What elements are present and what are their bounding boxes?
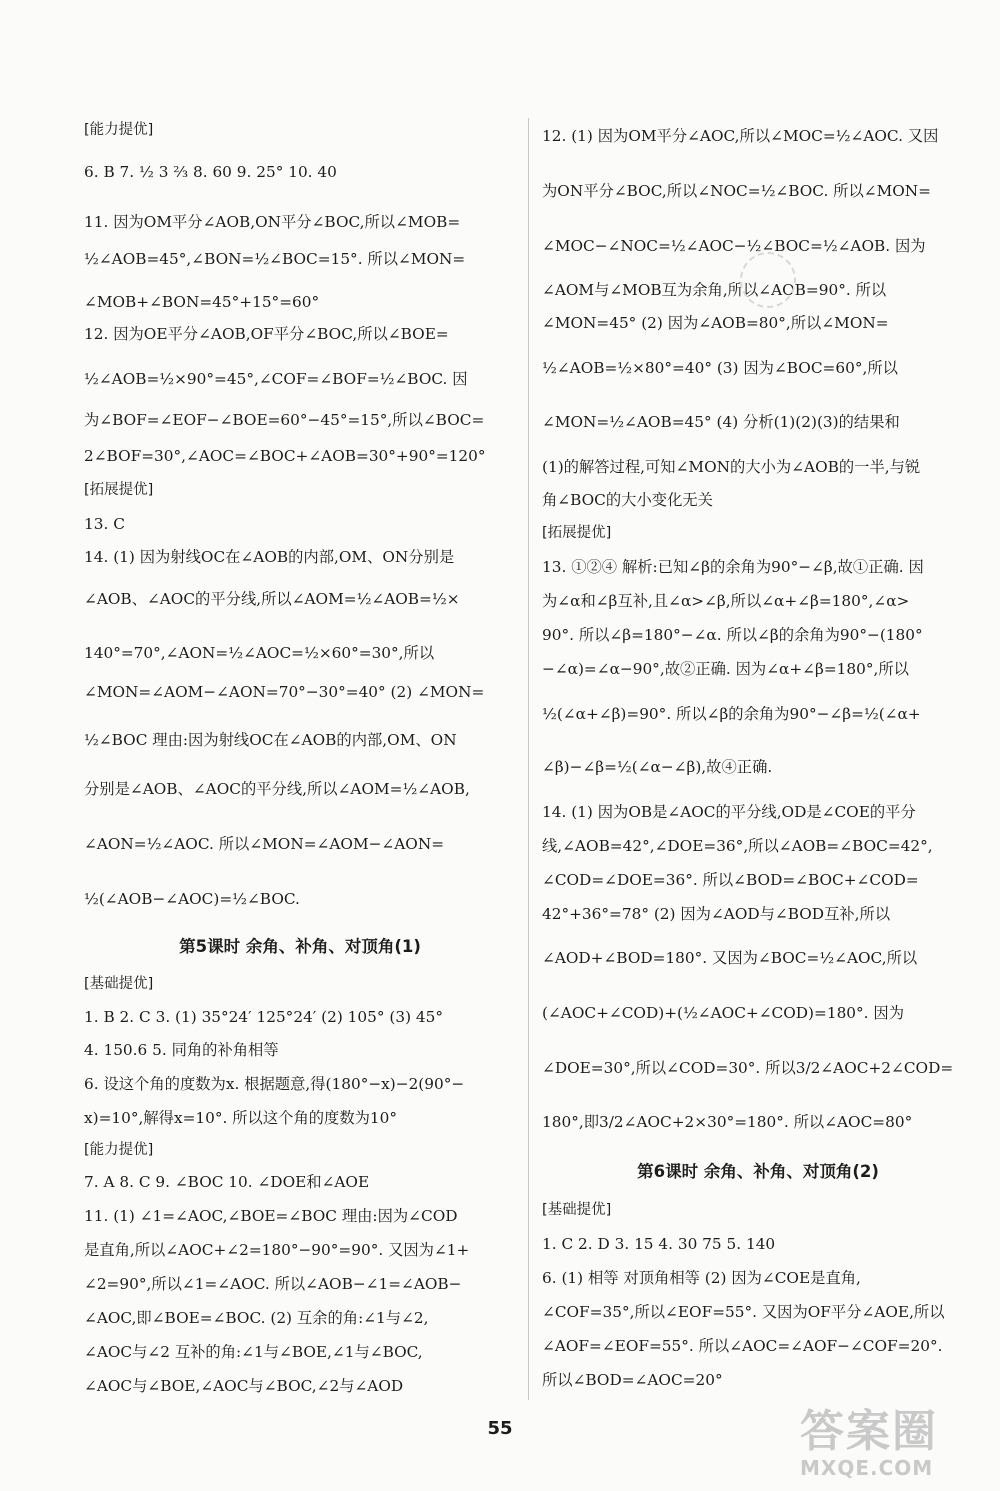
watermark-url: MXQE.COM — [800, 1456, 934, 1480]
section-tag: [基础提优] — [542, 1202, 612, 1218]
answer-line: ∠AOF=∠EOF=55°. 所以∠AOC=∠AOF−∠COF=20°. — [542, 1337, 943, 1355]
section-tag: [拓展提优] — [542, 525, 612, 541]
answer-line: 14. (1) 因为射线OC在∠AOB的内部,OM、ON分别是 — [84, 548, 455, 566]
column-divider — [528, 118, 529, 1400]
answer-line: 42°+36°=78° (2) 因为∠AOD与∠BOD互补,所以 — [542, 905, 891, 923]
answer-line: x)=10°,解得x=10°. 所以这个角的度数为10° — [84, 1109, 398, 1127]
answer-line: 为∠α和∠β互补,且∠α>∠β,所以∠α+∠β=180°,∠α> — [542, 592, 910, 610]
answer-line: 角∠BOC的大小变化无关 — [542, 491, 713, 509]
answer-line: 140°=70°,∠AON=½∠AOC=½×60°=30°,所以 — [84, 644, 435, 662]
answer-line: ∠MON=∠AOM−∠AON=70°−30°=40° (2) ∠MON= — [84, 683, 485, 701]
answer-line: ∠AOD+∠BOD=180°. 又因为∠BOC=½∠AOC,所以 — [542, 949, 918, 967]
answer-line: ½(∠AOB−∠AOC)=½∠BOC. — [84, 890, 300, 908]
answer-line: ½(∠α+∠β)=90°. 所以∠β的余角为90°−∠β=½(∠α+ — [542, 705, 921, 723]
answer-line: 1. B 2. C 3. (1) 35°24′ 125°24′ (2) 105° (3) 45° — [84, 1008, 444, 1026]
answer-line: ½∠AOB=45°,∠BON=½∠BOC=15°. 所以∠MON= — [84, 250, 466, 268]
answer-line: 13. C — [84, 515, 125, 533]
answer-line: ∠MOC−∠NOC=½∠AOC−½∠BOC=½∠AOB. 因为 — [542, 237, 926, 255]
answer-line: ∠MON=45° (2) 因为∠AOB=80°,所以∠MON= — [542, 314, 889, 332]
answer-line: 4. 150.6 5. 同角的补角相等 — [84, 1041, 279, 1059]
watermark-logo — [800, 1408, 990, 1488]
answer-line: ½∠AOB=½×80°=40° (3) 因为∠BOC=60°,所以 — [542, 359, 898, 377]
answer-line: 12. 因为OE平分∠AOB,OF平分∠BOC,所以∠BOE= — [84, 325, 449, 343]
answer-line: ∠AOM与∠MOB互为余角,所以∠AOB=90°. 所以 — [542, 281, 887, 299]
answer-line: ∠AOC与∠2 互补的角:∠1与∠BOE,∠1与∠BOC, — [84, 1343, 423, 1361]
answer-line: 分别是∠AOB、∠AOC的平分线,所以∠AOM=½∠AOB, — [84, 780, 470, 798]
section-tag: [能力提优] — [84, 122, 154, 138]
answer-line: ∠COD=∠DOE=36°. 所以∠BOD=∠BOC+∠COD= — [542, 871, 919, 889]
answer-line: ∠DOE=30°,所以∠COD=30°. 所以3/2∠AOC+2∠COD= — [542, 1059, 954, 1077]
answer-line: ∠MOB+∠BON=45°+15°=60° — [84, 293, 320, 311]
answer-line: 11. 因为OM平分∠AOB,ON平分∠BOC,所以∠MOB= — [84, 213, 461, 231]
answer-line: 12. (1) 因为OM平分∠AOC,所以∠MOC=½∠AOC. 又因 — [542, 127, 939, 145]
answer-line: ∠AOC与∠BOE,∠AOC与∠BOC,∠2与∠AOD — [84, 1377, 404, 1395]
section-heading: 第6课时 余角、补角、对顶角(2) — [637, 1162, 879, 1181]
watermark-title: 答案圈 — [800, 1406, 938, 1457]
answer-line: 14. (1) 因为OB是∠AOC的平分线,OD是∠COE的平分 — [542, 803, 916, 821]
answer-line: 180°,即3/2∠AOC+2×30°=180°. 所以∠AOC=80° — [542, 1113, 913, 1131]
answer-line: 为∠BOF=∠EOF−∠BOE=60°−45°=15°,所以∠BOC= — [84, 411, 485, 429]
answer-line: 90°. 所以∠β=180°−∠α. 所以∠β的余角为90°−(180° — [542, 626, 923, 644]
answer-line: 11. (1) ∠1=∠AOC,∠BOE=∠BOC 理由:因为∠COD — [84, 1207, 458, 1225]
answer-line: (1)的解答过程,可知∠MON的大小为∠AOB的一半,与锐 — [542, 458, 921, 476]
answer-line: ∠2=90°,所以∠1=∠AOC. 所以∠AOB−∠1=∠AOB− — [84, 1275, 462, 1293]
stamp-mark — [740, 252, 796, 308]
answer-line: ½∠BOC 理由:因为射线OC在∠AOB的内部,OM、ON — [84, 731, 457, 749]
answer-line: ∠AOB、∠AOC的平分线,所以∠AOM=½∠AOB=½× — [84, 590, 460, 608]
section-tag: [拓展提优] — [84, 482, 154, 498]
answer-line: 7. A 8. C 9. ∠BOC 10. ∠DOE和∠AOE — [84, 1173, 370, 1191]
answer-line: ∠β)−∠β=½(∠α−∠β),故④正确. — [542, 758, 773, 776]
answer-line: 6. B 7. ½ 3 ⅔ 8. 60 9. 25° 10. 40 — [84, 163, 337, 181]
answer-line: 6. 设这个角的度数为x. 根据题意,得(180°−x)−2(90°− — [84, 1075, 465, 1093]
answer-line: 13. ①②④ 解析:已知∠β的余角为90°−∠β,故①正确. 因 — [542, 558, 924, 576]
answer-line: 线,∠AOB=42°,∠DOE=36°,所以∠AOB=∠BOC=42°, — [542, 837, 933, 855]
answer-line: 1. C 2. D 3. 15 4. 30 75 5. 140 — [542, 1235, 776, 1253]
answer-line: 是直角,所以∠AOC+∠2=180°−90°=90°. 又因为∠1+ — [84, 1241, 470, 1259]
answer-line: −∠α)=∠α−90°,故②正确. 因为∠α+∠β=180°,所以 — [542, 660, 909, 678]
answer-line: 所以∠BOD=∠AOC=20° — [542, 1371, 723, 1389]
page-number: 55 — [487, 1418, 513, 1439]
answer-line: ∠AOC,即∠BOE=∠BOC. (2) 互余的角:∠1与∠2, — [84, 1309, 429, 1327]
section-tag: [能力提优] — [84, 1142, 154, 1158]
answer-line: 6. (1) 相等 对顶角相等 (2) 因为∠COE是直角, — [542, 1269, 861, 1287]
section-heading: 第5课时 余角、补角、对顶角(1) — [179, 937, 421, 956]
answer-line: ∠MON=½∠AOB=45° (4) 分析(1)(2)(3)的结果和 — [542, 413, 900, 431]
answer-line: (∠AOC+∠COD)+(½∠AOC+∠COD)=180°. 因为 — [542, 1004, 905, 1022]
answer-line: ∠COF=35°,所以∠EOF=55°. 又因为OF平分∠AOE,所以 — [542, 1303, 945, 1321]
answer-line: ½∠AOB=½×90°=45°,∠COF=∠BOF=½∠BOC. 因 — [84, 370, 468, 388]
answer-line: ∠AON=½∠AOC. 所以∠MON=∠AOM−∠AON= — [84, 835, 445, 853]
answer-line: 2∠BOF=30°,∠AOC=∠BOC+∠AOB=30°+90°=120° — [84, 447, 486, 465]
section-tag: [基础提优] — [84, 976, 154, 992]
answer-line: 为ON平分∠BOC,所以∠NOC=½∠BOC. 所以∠MON= — [542, 182, 931, 200]
